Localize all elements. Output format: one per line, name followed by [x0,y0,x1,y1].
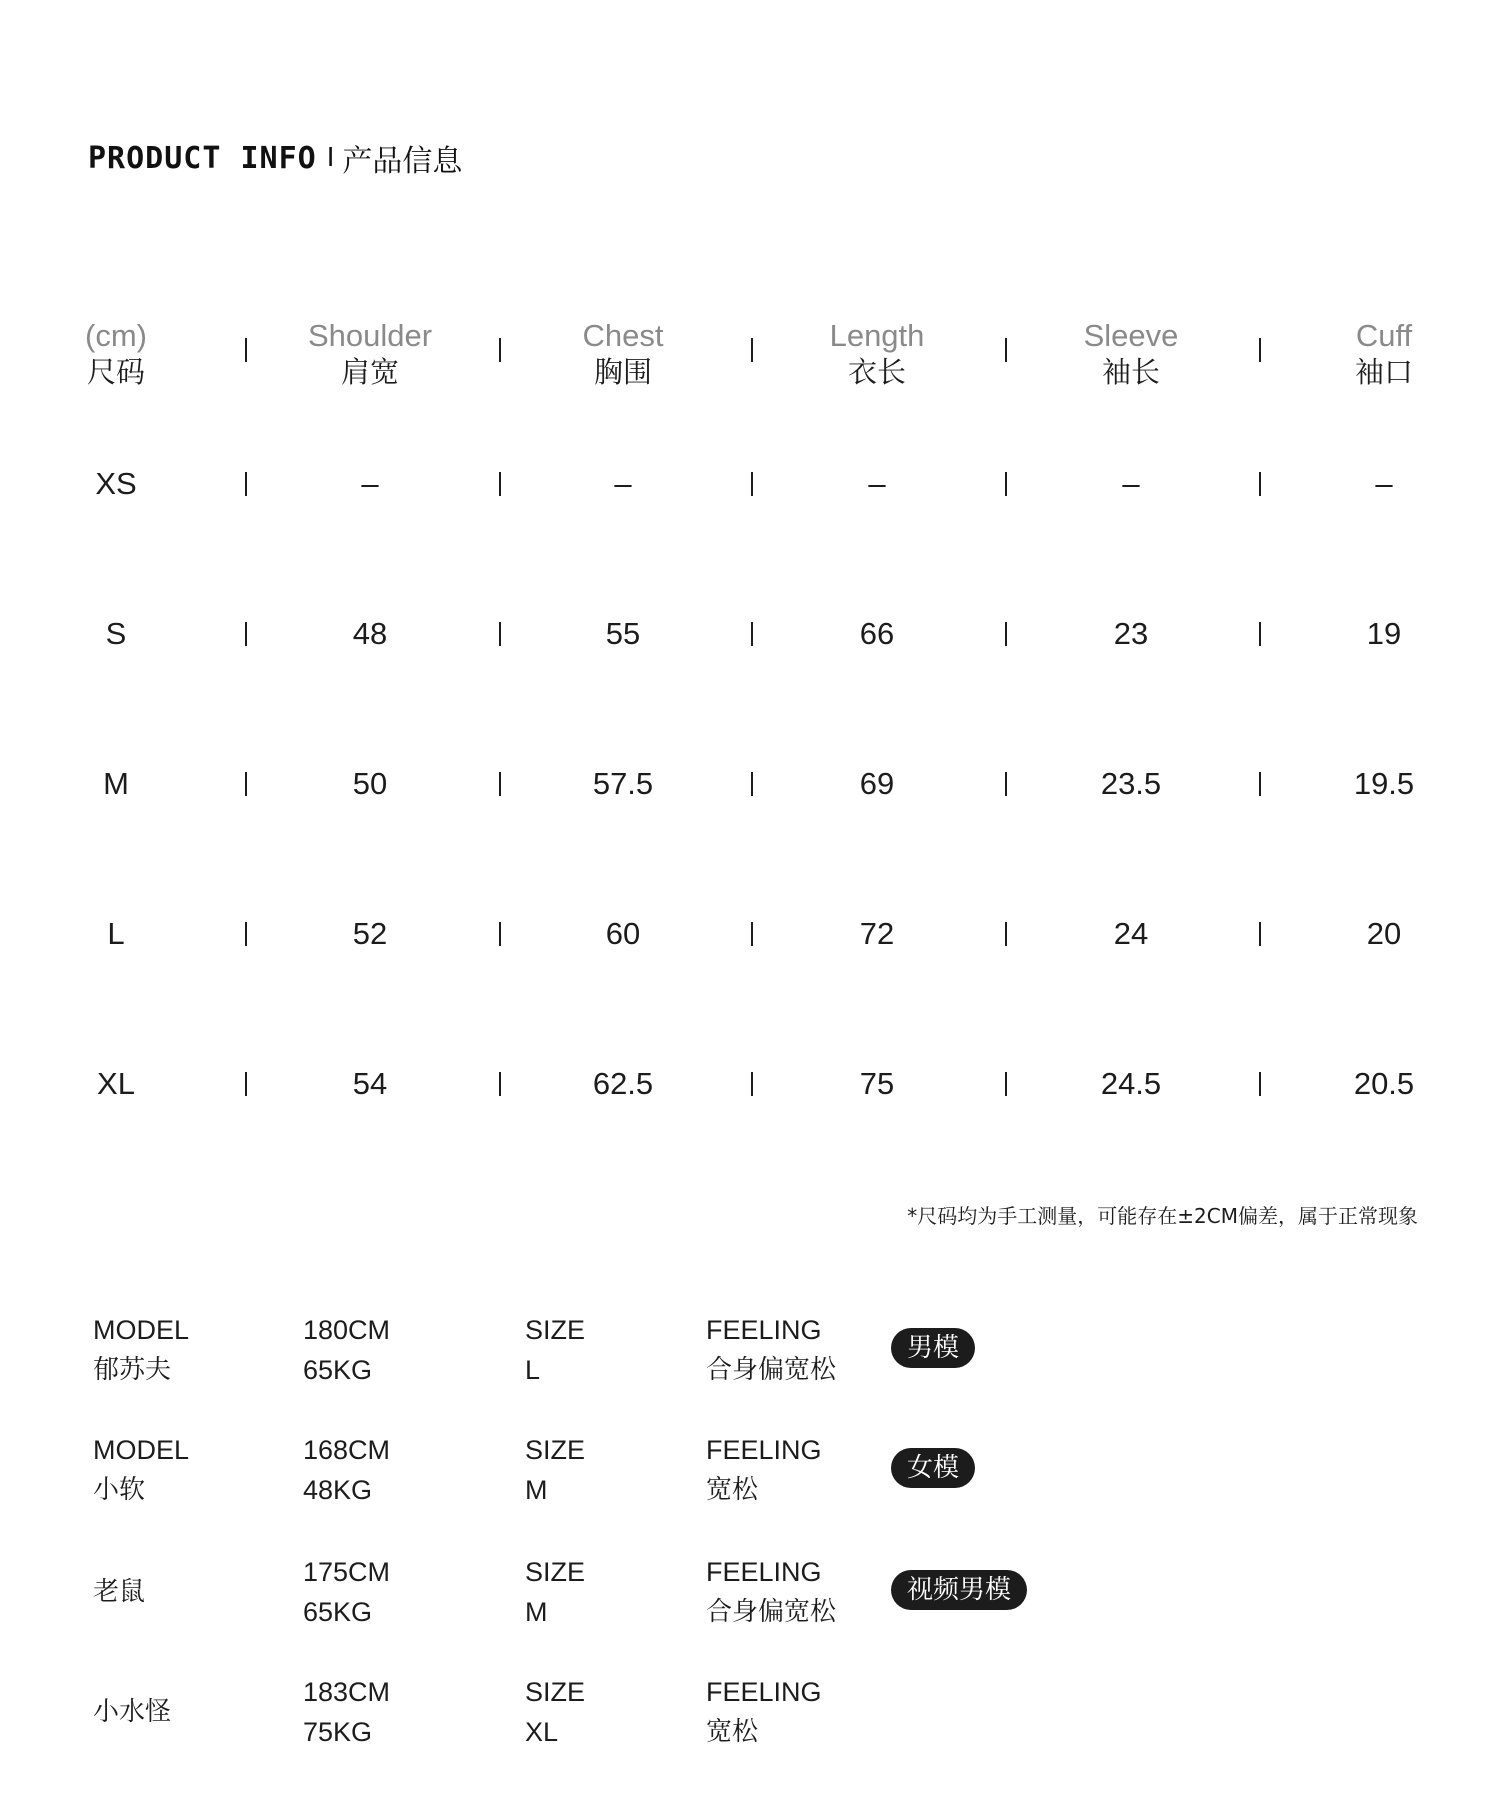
table-cell: 23.5 [1100,766,1162,801]
model-feeling-value: 合身偏宽松 [706,1597,837,1627]
table-cell: 23 [1113,616,1149,651]
model-name-text: 小水怪 [93,1697,172,1727]
header-label-cn: 袖口 [1354,355,1414,389]
model-feeling-label: FEELING [706,1557,822,1587]
model-feeling-label: FEELING [706,1315,822,1345]
model-name [93,1310,189,1390]
column-divider [245,922,247,946]
header-label-cn: 袖长 [1101,355,1161,389]
model-feeling-label: FEELING [706,1677,822,1707]
column-divider [751,772,753,796]
header-size [85,318,147,390]
table-cell: 19 [1366,616,1402,651]
table-cell: 60 [605,916,641,951]
model-feeling-label: FEELING [706,1435,822,1465]
measurement-note: *尺码均为手工测量，可能存在±2CM偏差，属于正常现象 [907,1204,1418,1228]
size-label: XL [97,1066,135,1101]
column-divider [245,622,247,646]
table-cell: 24.5 [1100,1066,1162,1101]
model-height: 183CM [303,1677,391,1707]
model-measurements [303,1672,390,1752]
size-label: L [107,916,125,951]
model-weight: 65KG [303,1355,373,1385]
column-divider [499,338,501,362]
column-divider [499,622,501,646]
header-label-cn: 肩宽 [340,355,399,389]
table-cell: 57.5 [592,766,654,801]
table-cell: 72 [859,916,895,951]
table-cell: 62.5 [592,1066,654,1101]
model-height: 180CM [303,1315,391,1345]
table-cell: 75 [859,1066,895,1101]
column-divider [245,338,247,362]
header-label-en: (cm) [85,318,147,353]
model-size-value: M [525,1475,548,1505]
column-divider [245,472,247,496]
size-label: S [105,616,127,651]
column-divider [751,922,753,946]
table-cell: – [361,466,379,501]
title-separator: I [326,143,335,173]
model-label: MODEL [93,1315,190,1345]
model-height: 175CM [303,1557,391,1587]
model-feeling-value: 宽松 [706,1717,759,1747]
model-name-text: 郁苏夫 [93,1355,172,1385]
model-weight: 75KG [303,1717,373,1747]
title-chinese: 产品信息 [342,144,463,179]
column-divider [1005,622,1007,646]
model-name-text: 小软 [93,1475,146,1505]
table-cell: – [1375,466,1393,501]
model-feeling [706,1430,822,1510]
header-cuff [1355,318,1413,390]
model-feeling [706,1310,836,1390]
table-cell: 19.5 [1353,766,1415,801]
header-label-cn: 胸围 [593,355,653,389]
column-divider [1259,472,1261,496]
column-divider [1259,1072,1261,1096]
model-size-label: SIZE [525,1677,586,1707]
column-divider [1005,922,1007,946]
column-divider [1259,338,1261,362]
header-label-en: Length [829,318,925,353]
table-cell: 20.5 [1353,1066,1415,1101]
column-divider [1005,338,1007,362]
size-label: M [103,766,129,801]
header-label-en: Shoulder [307,318,433,353]
table-cell: – [1122,466,1140,501]
header-shoulder [308,318,432,390]
model-size [525,1552,585,1632]
model-label: MODEL [93,1435,190,1465]
header-label-en: Chest [582,318,664,353]
model-measurements [303,1310,390,1390]
model-name [93,1692,171,1732]
column-divider [245,772,247,796]
model-badge: 视频男模 [891,1570,1027,1610]
model-size-label: SIZE [525,1435,586,1465]
model-badge: 男模 [891,1328,975,1368]
column-divider [245,1072,247,1096]
table-cell: 55 [605,616,641,651]
column-divider [1005,1072,1007,1096]
model-size-label: SIZE [525,1315,586,1345]
model-size-value: XL [525,1717,559,1747]
header-label-en: Cuff [1355,318,1413,353]
table-cell: 52 [352,916,388,951]
table-cell: 66 [859,616,895,651]
title-english: PRODUCT INFO [88,140,317,176]
model-size-label: SIZE [525,1557,586,1587]
model-name [93,1572,145,1612]
table-cell: 24 [1113,916,1149,951]
model-weight: 48KG [303,1475,373,1505]
table-cell: 20 [1366,916,1402,951]
header-label-cn: 尺码 [86,355,146,389]
column-divider [1259,772,1261,796]
page-title [88,136,462,180]
model-measurements [303,1430,390,1510]
model-weight: 65KG [303,1597,373,1627]
table-cell: – [868,466,886,501]
table-cell: 50 [352,766,388,801]
column-divider [751,472,753,496]
model-height: 168CM [303,1435,391,1465]
column-divider [499,1072,501,1096]
column-divider [1005,472,1007,496]
column-divider [1005,772,1007,796]
model-name [93,1430,189,1510]
model-size [525,1672,585,1752]
model-feeling [706,1552,836,1632]
model-size-value: M [525,1597,548,1627]
column-divider [499,472,501,496]
model-name-text: 老鼠 [93,1577,146,1607]
header-sleeve [1084,318,1179,390]
column-divider [1259,622,1261,646]
model-size [525,1430,585,1510]
table-cell: 54 [352,1066,388,1101]
header-chest [583,318,664,390]
column-divider [751,338,753,362]
column-divider [751,622,753,646]
model-feeling-value: 合身偏宽松 [706,1355,837,1385]
table-cell: 48 [352,616,388,651]
model-size [525,1310,585,1390]
table-cell: – [614,466,632,501]
column-divider [499,772,501,796]
header-label-cn: 衣长 [847,355,907,389]
model-measurements [303,1552,390,1632]
model-size-value: L [525,1355,541,1385]
column-divider [751,1072,753,1096]
size-label: XS [95,466,137,501]
header-label-en: Sleeve [1083,318,1179,353]
model-badge: 女模 [891,1448,975,1488]
model-feeling [706,1672,822,1752]
column-divider [1259,922,1261,946]
header-length [830,318,925,390]
model-feeling-value: 宽松 [706,1475,759,1505]
table-cell: 69 [859,766,895,801]
column-divider [499,922,501,946]
